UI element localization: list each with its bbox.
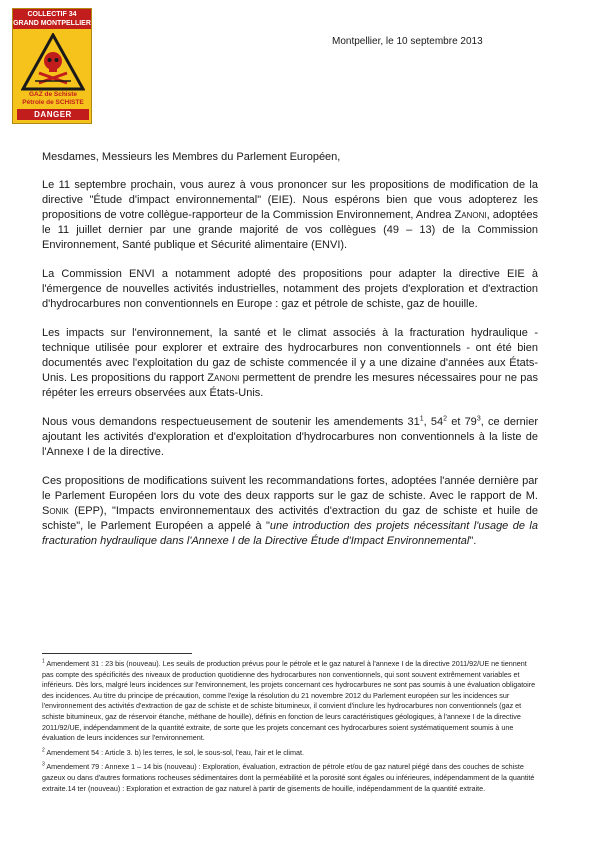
footnote-ref-2[interactable]: 2 (443, 415, 448, 423)
logo-danger-banner: DANGER (17, 109, 89, 120)
footnote-ref-1[interactable]: 1 (419, 415, 424, 423)
letter-body (42, 150, 538, 563)
p5-text-c: ". (469, 534, 477, 547)
dateline: Montpellier, le 10 septembre 2013 (332, 36, 483, 47)
logo-subtitle (15, 91, 91, 107)
p5-text-a: Ces propositions de modifications suivent les recommandations fortes, adoptées l'année dernière par le Parlement Européen lors du vote des deux rapports sur le gaz de schiste. Avec le rapport de M. (42, 474, 538, 502)
p1-text-b: , adoptées le 11 juillet dernier par une grande majorité de vos collègues (49 – 13) de la Commission Environnement, Santé publique et Sécurité alimentaire (ENVI). (42, 209, 538, 252)
hazard-skull-icon (21, 33, 85, 91)
logo-line1: COLLECTIF 34 (27, 11, 77, 18)
logo-line3: GAZ de Schiste (28, 91, 78, 98)
paragraph-3 (42, 326, 538, 401)
collectif-logo (12, 8, 92, 124)
rapporteur-name: Zanoni (454, 209, 487, 222)
logo-line2: GRAND MONTPELLIER (13, 20, 91, 27)
footnotes (42, 659, 538, 798)
salutation: Mesdames, Messieurs les Membres du Parlement Européen, (42, 151, 341, 163)
p4-text-d: , ce dernier ajoutant les activités d'exploration et d'exploitation d'hydrocarbures non conventionnels à la liste de l'Annexe I de la directive. (42, 415, 538, 458)
logo-header (13, 9, 91, 29)
logo-line4: Pétrole de SCHISTE (22, 99, 84, 106)
logo-badge (12, 8, 92, 124)
p4-text-a: Nous vous demandons respectueusement de soutenir les amendements 31 (42, 415, 420, 428)
paragraph-4 (42, 415, 538, 460)
footnote-text: Amendement 54 : Article 3. b) les terres, le sol, le sous-sol, l'eau, l'air et le climat. (44, 747, 304, 757)
footnote-number: 3 (42, 761, 45, 768)
p4-text-b: , 54 (423, 415, 444, 428)
footnote-separator (42, 653, 192, 654)
paragraph-5 (42, 474, 538, 549)
footnote-text: Amendement 31 : 23 bis (nouveau). Les seuils de production prévus pour le pétrole et le gaz naturel à l'annexe I de la directive 2011/92/UE ne tiennent pas compte des spécificités des niveaux de production quotidienne des hydrocarbures non conventionnels, qui sont souvent extrêmement variables et inférieurs. Dès lors, malgré leurs incidences sur l'environnement, les projets concernant ces hydrocarbures ne sont pas soumis à une évaluation obligatoire des incidences. Au titre du principe de précaution, comme l'exige la résolution du 21 novembre 2012 du Parlement européen sur les incidences sur l'environnement des activités d'extraction de gaz de schiste et de schiste bitumineux, il convient d'inclure les hydrocarbures non conventionnels (gaz et schiste bitumineux, gaz de réservoir étanche, méthane de houille), définis en fonction de leurs caractéristiques géologiques, à l'annexe I de la directive 2011/92/UE, indépendamment de la quantité extraite, de sorte que les projets concernant ces hydrocarbures soient systématiquement soumis à une évaluation de leurs incidences sur l'environnement. (42, 659, 536, 743)
footnote-2 (42, 748, 538, 759)
paragraph-1 (42, 178, 538, 253)
p1-text-a: Le 11 septembre prochain, vous aurez à vous prononcer sur les propositions de modification de la directive "Étude d'impact environnemental" (EIE). Nous espérons bien que vous adopterez les propositions de votre collègue-rapporteur de la Commission Environnement, Andrea (42, 179, 538, 222)
p3-text-b: permettent de prendre les mesures nécessaires pour ne pas répéter les erreurs observées aux États-Unis. (42, 372, 538, 400)
footnote-1 (42, 659, 538, 744)
footnote-3 (42, 762, 538, 794)
report-name: Zanoni (207, 372, 240, 385)
footnote-text: Amendement 79 : Annexe 1 – 14 bis (nouveau) : Exploration, évaluation, extraction de pétrole et/ou de gaz naturel piégé dans des couches de schiste gazeux ou dans d'autres formations rocheuses sédimentaires dont la perméabilité et la porosité sont égales ou inférieures, indépendamment de la quantité extraite.14 ter (nouveau) : Exploration et extraction de gaz naturel à partir de gisements de houille, indépendamment de la quantité extraite. (42, 762, 535, 793)
p5-text-b: (EPP), "Impacts environnementaux des activités d'extraction du gaz de schiste et huile de schiste", le Parlement Européen a appelé à " (42, 504, 538, 532)
footnote-number: 1 (42, 658, 45, 665)
p3-text-a: Les impacts sur l'environnement, la santé et le climat associés à la fracturation hydraulique - technique utilisée pour explorer et extraire des hydrocarbures non conventionnels - ont été bien documentés avec l'exploitation du gaz de schiste commencée il y a une dizaine d'années aux États-Unis. Les propositions du rapport (42, 326, 538, 385)
sonik-name: Sonik (42, 504, 69, 517)
paragraph-2: La Commission ENVI a notamment adopté des propositions pour adapter la directive EIE à l'émergence de nouvelles activités industrielles, notamment des projets d'exploration et d'extraction d'hydrocarbures non conventionnels en Europe : gaz et pétrole de schiste, gaz de houille. (42, 268, 538, 311)
footnote-ref-3[interactable]: 3 (476, 415, 481, 423)
p5-quote: une introduction des projets nécessitant l'usage de la fracturation hydraulique dans l'Annexe I de la Directive Étude d'Impact Environnemental (42, 519, 538, 547)
footnote-number: 2 (42, 747, 45, 754)
p4-text-c: et 79 (447, 415, 477, 428)
